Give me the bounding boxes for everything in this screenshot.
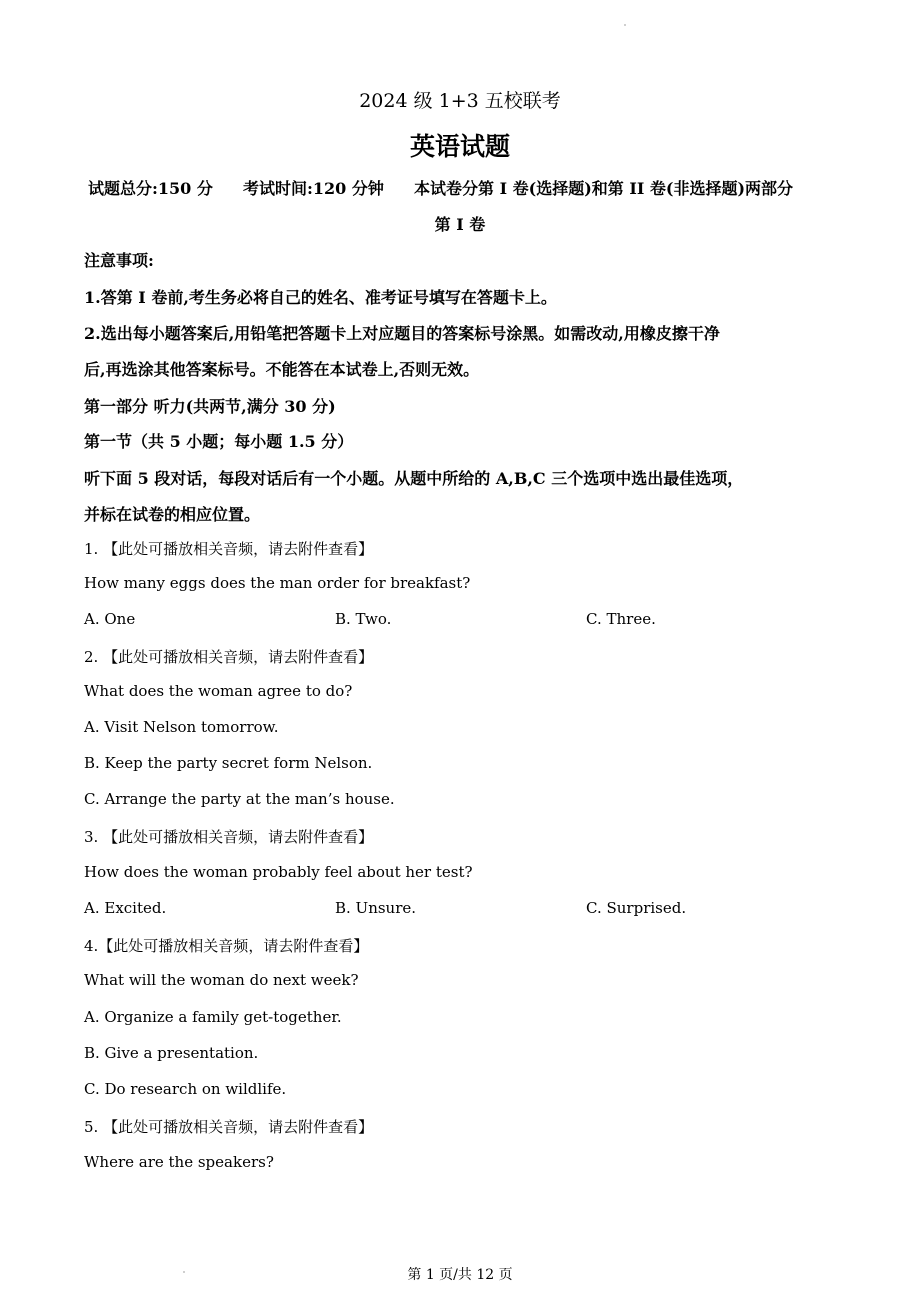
scan-speck: [624, 24, 626, 26]
question-5-audio-prompt: 5. 【此处可播放相关音频，请去附件查看】: [84, 1118, 374, 1136]
question-3-audio-prompt: 3. 【此处可播放相关音频，请去附件查看】: [84, 828, 374, 846]
question-2-stem: What does the woman agree to do?: [84, 682, 353, 700]
volume-title: 第 I 卷: [434, 215, 486, 234]
total-score: 试题总分:150 分: [88, 179, 213, 198]
question-3-option-c: C. Surprised.: [586, 899, 687, 917]
question-2-option-a: A. Visit Nelson tomorrow.: [84, 718, 279, 736]
part-title: 第一部分 听力(共两节,满分 30 分): [84, 397, 336, 416]
question-3-option-b: B. Unsure.: [335, 899, 417, 917]
question-1-option-c: C. Three.: [586, 610, 656, 628]
page-number: 第 1 页/共 12 页: [407, 1267, 513, 1283]
question-1-option-b: B. Two.: [335, 610, 392, 628]
question-4-audio-prompt: 4.【此处可播放相关音频，请去附件查看】: [84, 937, 369, 955]
note-item-2-line-2: 后,再选涂其他答案标号。不能答在本试卷上,否则无效。: [84, 360, 480, 379]
question-1-stem: How many eggs does the man order for breakfast?: [84, 574, 471, 592]
instructions-line-2: 并标在试卷的相应位置。: [84, 505, 261, 524]
question-3-option-a: A. Excited.: [84, 899, 167, 917]
question-2-audio-prompt: 2. 【此处可播放相关音频，请去附件查看】: [84, 648, 374, 666]
paper-structure: 本试卷分第 I 卷(选择题)和第 II 卷(非选择题)两部分: [414, 179, 794, 198]
question-1-option-a: A. One: [84, 610, 136, 628]
page-title: 英语试题: [409, 132, 510, 161]
question-2-option-b: B. Keep the party secret form Nelson.: [84, 754, 373, 772]
question-2-option-c: C. Arrange the party at the man’s house.: [84, 790, 395, 808]
instructions-line-1: 听下面 5 段对话，每段对话后有一个小题。从题中所给的 A,B,C 三个选项中选出最佳选项，: [84, 469, 744, 488]
question-1-audio-prompt: 1. 【此处可播放相关音频，请去附件查看】: [84, 540, 374, 558]
question-4-option-a: A. Organize a family get-together.: [84, 1008, 342, 1026]
note-item-1: 1.答第 I 卷前,考生务必将自己的姓名、准考证号填写在答题卡上。: [84, 288, 557, 307]
question-5-stem: Where are the speakers?: [84, 1153, 274, 1171]
section-title: 第一节（共 5 小题；每小题 1.5 分）: [84, 432, 354, 451]
question-4-stem: What will the woman do next week?: [84, 971, 359, 989]
notes-heading: 注意事项:: [84, 251, 154, 270]
exam-time: 考试时间:120 分钟: [243, 179, 384, 198]
question-4-option-b: B. Give a presentation.: [84, 1044, 259, 1062]
question-4-option-c: C. Do research on wildlife.: [84, 1080, 287, 1098]
exam-line: 2024 级 1+3 五校联考: [359, 90, 561, 112]
note-item-2-line-1: 2.选出每小题答案后,用铅笔把答题卡上对应题目的答案标号涂黑。如需改动,用橡皮擦干净: [84, 324, 720, 343]
question-3-stem: How does the woman probably feel about her test?: [84, 863, 473, 881]
